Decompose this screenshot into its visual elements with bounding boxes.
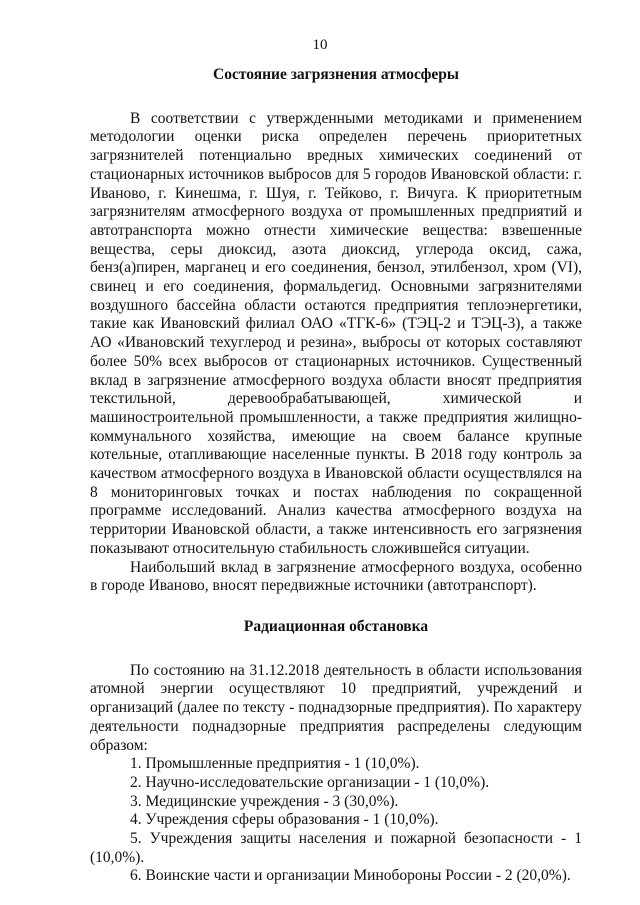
paragraph-air-pollution-main: В соответствии с утвержденными методиками и применением методологии оценки риска определен перечень приоритетных загрязнителей потенциально вредных химических соединений от стационарных источников выбросов для 5 городов Ивановской области: г. Иваново, г. Кинешма, г. Шуя, г. Тейково, г. Вичуга. К приоритетным загрязнителям атмосферного воздуха от промышленных предприятий и автотранспорта можно отнести химические вещества: взвешенные вещества, серы диоксид, азота диоксид, углерода оксид, сажа, бенз(а)пирен, марганец и его соединения, бензол, этилбензол, хром (VI), свинец и его соединения, формальдегид. Основными загрязнителями воздушного бассейна области остаются предприятия теплоэнергетики, такие как Ивановский филиал ОАО «ТГК-6» (ТЭЦ-2 и ТЭЦ-3), а также АО «Ивановский техуглерод и резина», выбросы от которых составляют более 50% всех выбросов от стационарных источников. Существенный вклад в загрязнение атмосферного воздуха области вносят предприятия текстильной, деревообрабатывающей, химической и машиностроительной промышленности, а также предприятия жилищно-коммунального хозяйства, имеющие на своем балансе крупные котельные, отапливающие населенные пункты. В 2018 году контроль за качеством атмосферного воздуха в Ивановской области осуществлялся на 8 мониторинговых точках и постах наблюдения по сокращенной программе исследований. Анализ качества атмосферного воздуха на территории Ивановской области, а также интенсивность его загрязнения показывают относительную стабильность сложившейся ситуации.	[90, 109, 582, 557]
list-item: 1. Промышленные предприятия - 1 (10,0%).	[130, 755, 420, 773]
page-number: 10	[312, 37, 328, 53]
list-item: 4. Учреждения сферы образования - 1 (10,0%).	[130, 811, 439, 829]
paragraph-air-pollution-transport: Наибольший вклад в загрязнение атмосферного воздуха, особенно в городе Иваново, вносят передвижные источники (автотранспорт).	[90, 558, 582, 595]
list-item: 5. Учреждения защиты населения и пожарной безопасности - 1 (10,0%).	[90, 830, 582, 866]
list-item: 3. Медицинские учреждения - 3 (30,0%).	[130, 792, 399, 810]
section-title-radiation: Радиационная обстановка	[243, 617, 429, 635]
list-item: 6. Воинские части и организации Минобороны России - 2 (20,0%).	[130, 867, 571, 885]
enterprise-category-list	[90, 755, 582, 886]
section-title-air-pollution: Состояние загрязнения атмосферы	[213, 66, 459, 83]
paragraph-radiation-intro: По состоянию на 31.12.2018 деятельность в области использования атомной энергии осуществляют 10 предприятий, учреждений и организаций (далее по тексту - поднадзорные предприятия). По характеру деятельности поднадзорные предприятия распределены следующим образом:	[90, 661, 582, 754]
list-item: 2. Научно-исследовательские организации - 1 (10,0%).	[130, 773, 490, 791]
page-content	[90, 66, 582, 886]
